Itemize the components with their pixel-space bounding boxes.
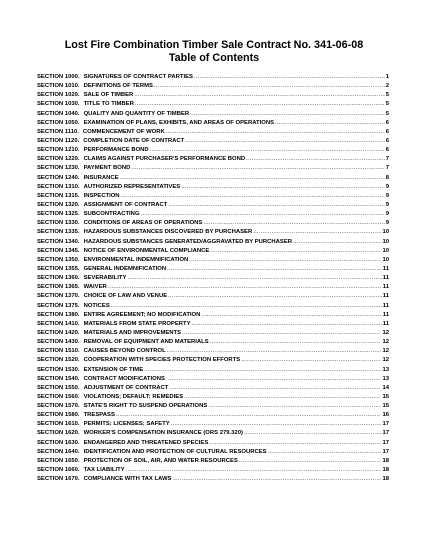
toc-section-title: SALE OF TIMBER (83, 92, 134, 99)
toc-dot-leader (169, 384, 381, 393)
toc-section-title: CHOICE OF LAW AND VENUE (83, 293, 168, 300)
toc-entry[interactable] (37, 457, 389, 466)
toc-dot-leader (244, 429, 381, 438)
toc-section-number: SECTION 1315. (37, 192, 80, 199)
toc-section-title: INSPECTION (83, 192, 120, 199)
toc-section-number: SECTION 1350. (37, 256, 80, 263)
toc-section-title: ADJUSTMENT OF CONTRACT (83, 384, 169, 391)
toc-page-number: 10 (382, 238, 389, 245)
toc-section-title: TAX LIABILITY (83, 467, 125, 474)
toc-section-title: EXTENSION OF TIME (83, 366, 144, 373)
toc-dot-leader (150, 146, 385, 155)
toc-page-number: 12 (382, 357, 389, 364)
toc-dot-leader (154, 82, 385, 91)
toc-dot-leader (167, 347, 382, 356)
toc-section-number: SECTION 1325. (37, 211, 80, 218)
toc-section-number: SECTION 1380. (37, 311, 80, 318)
toc-section-title: REMOVAL OF EQUIPMENT AND MATERIALS (83, 339, 209, 346)
toc-section-number: SECTION 1010. (37, 83, 80, 90)
toc-dot-leader (121, 192, 385, 201)
toc-page-number: 1 (385, 74, 389, 80)
toc-dot-leader (168, 292, 382, 301)
toc-dot-leader (293, 238, 381, 247)
toc-entry[interactable] (37, 110, 389, 119)
toc-section-number: SECTION 1420. (37, 329, 80, 336)
toc-entry[interactable] (37, 347, 389, 356)
toc-dot-leader (181, 183, 385, 192)
toc-section-title: SIGNATURES OF CONTRACT PARTIES (83, 74, 193, 80)
toc-section-number: SECTION 1640. (37, 448, 80, 455)
toc-entry[interactable] (37, 320, 389, 329)
toc-section-title: COMPLIANCE WITH TAX LAWS (83, 476, 172, 483)
toc-section-number: SECTION 1050. (37, 119, 80, 126)
toc-entry[interactable] (37, 274, 389, 283)
toc-dot-leader (184, 393, 381, 402)
toc-page-number: 10 (382, 256, 389, 263)
toc-section-number: SECTION 1355. (37, 265, 80, 272)
toc-section-title: COMMENCEMENT OF WORK (82, 128, 165, 135)
toc-section-title: VIOLATIONS; DEFAULT; REMEDIES (83, 393, 184, 400)
toc-entry[interactable] (37, 201, 389, 210)
toc-dot-leader (246, 155, 385, 164)
toc-page-number: 11 (382, 311, 389, 318)
toc-entry[interactable] (37, 265, 389, 274)
toc-dot-leader (241, 356, 381, 365)
toc-page-number: 12 (382, 329, 389, 336)
toc-section-number: SECTION 1210. (37, 147, 80, 154)
toc-section-title: WAIVER (83, 284, 107, 291)
toc-section-title: QUALITY AND QUANTITY OF TIMBER (83, 110, 190, 117)
toc-entry[interactable] (37, 238, 389, 247)
toc-page-number: 6 (385, 137, 389, 144)
toc-page-number: 11 (382, 265, 389, 272)
toc-dot-leader (166, 375, 382, 384)
toc-section-number: SECTION 1030. (37, 101, 80, 108)
toc-dot-leader (189, 256, 381, 265)
toc-dot-leader (253, 228, 381, 237)
toc-section-title: TRESPASS (83, 412, 115, 419)
toc-dot-leader (127, 274, 381, 283)
toc-page-number: 18 (382, 476, 389, 483)
toc-page-number: 10 (382, 229, 389, 236)
toc-entry[interactable] (37, 247, 389, 256)
toc-dot-leader (171, 420, 382, 429)
toc-entry[interactable] (37, 411, 389, 420)
toc-dot-leader (275, 119, 385, 128)
toc-section-title: GENERAL INDEMNIFICATION (83, 265, 167, 272)
toc-dot-leader (167, 265, 382, 274)
toc-section-title: HAZARDOUS SUBSTANCES DISCOVERED BY PURCHASER (83, 229, 253, 236)
toc-section-title: WORKER'S COMPENSATION INSURANCE (ORS 279.320) (83, 430, 243, 437)
toc-section-number: SECTION 1120. (37, 137, 80, 144)
toc-page-number: 2 (385, 83, 389, 90)
toc-dot-leader (185, 137, 384, 146)
toc-page-number: 15 (382, 403, 389, 410)
toc-dot-leader (268, 448, 382, 457)
toc-section-title: SUBCONTRACTING (83, 211, 140, 218)
toc-page-number: 11 (382, 320, 389, 327)
toc-section-title: SEVERABILITY (83, 275, 127, 282)
toc-section-title: IDENTIFICATION AND PROTECTION OF CULTURAL RESOURCES (83, 448, 267, 455)
toc-section-number: SECTION 1320. (37, 201, 80, 208)
toc-entry[interactable] (37, 283, 389, 292)
toc-section-title: EXAMINATION OF PLANS, EXHIBITS, AND AREAS OF OPERATIONS (83, 119, 275, 126)
toc-entry[interactable] (37, 384, 389, 393)
toc-page-number: 7 (385, 156, 389, 163)
toc-section-number: SECTION 1110. (37, 128, 79, 135)
toc-entry[interactable] (37, 164, 389, 173)
toc-section-number: SECTION 1240. (37, 174, 80, 181)
toc-entry[interactable] (37, 137, 389, 146)
toc-entry[interactable] (37, 192, 389, 201)
toc-section-number: SECTION 1620. (37, 430, 80, 437)
toc-dot-leader (239, 457, 382, 466)
toc-dot-leader (144, 366, 381, 375)
toc-section-number: SECTION 1370. (37, 293, 80, 300)
toc-section-title: NOTICES (83, 302, 110, 309)
toc-dot-leader (209, 439, 381, 448)
toc-page-number: 9 (385, 220, 389, 227)
toc-section-number: SECTION 1310. (37, 183, 80, 190)
toc-page-number: 9 (385, 192, 389, 199)
toc-dot-leader (194, 73, 385, 82)
toc-section-number: SECTION 1630. (37, 439, 80, 446)
toc-entry[interactable] (37, 366, 389, 375)
toc-page-number: 17 (382, 421, 389, 428)
toc-section-title: MATERIALS FROM STATE PROPERTY (83, 320, 191, 327)
toc-section-number: SECTION 1550. (37, 384, 80, 391)
toc-section-title: STATE'S RIGHT TO SUSPEND OPERATIONS (83, 403, 208, 410)
toc-entry[interactable] (37, 228, 389, 237)
toc-dot-leader (192, 320, 382, 329)
toc-section-title: ENTIRE AGREEMENT; NO MODIFICATION (83, 311, 201, 318)
toc-entry[interactable] (37, 174, 389, 183)
toc-dot-leader (201, 311, 381, 320)
toc-dot-leader (116, 411, 382, 420)
toc-section-number: SECTION 1570. (37, 403, 80, 410)
toc-page-number: 11 (382, 284, 389, 291)
toc-page-number: 16 (382, 412, 389, 419)
toc-section-number: SECTION 1345. (37, 247, 80, 254)
toc-page-number: 10 (382, 247, 389, 254)
toc-page-number: 17 (382, 448, 389, 455)
toc-entry[interactable] (37, 82, 389, 91)
toc-dot-leader (108, 283, 382, 292)
toc-page-number: 9 (385, 183, 389, 190)
toc-page-number: 15 (382, 393, 389, 400)
toc-page-number: 6 (385, 119, 389, 126)
toc-entry[interactable] (37, 119, 389, 128)
toc-section-title: PROTECTION OF SOIL, AIR, AND WATER RESOURCES (83, 457, 238, 464)
toc-section-number: SECTION 1520. (37, 357, 80, 364)
toc-section-number: SECTION 1430. (37, 339, 80, 346)
toc-dot-leader (190, 110, 385, 119)
toc-section-number: SECTION 1510. (37, 348, 80, 355)
toc-entry[interactable] (37, 311, 389, 320)
toc-page-number: 9 (385, 201, 389, 208)
toc-entry[interactable] (37, 439, 389, 448)
toc-section-title: TITLE TO TIMBER (83, 101, 134, 108)
toc-section-title: DEFINITIONS OF TERMS (83, 83, 153, 90)
toc-section-title: PAYMENT BOND (83, 165, 131, 172)
toc-entry[interactable] (37, 256, 389, 265)
toc-entry[interactable] (37, 375, 389, 384)
toc-section-title: CONDITIONS OF AREAS OF OPERATIONS (83, 220, 203, 227)
toc-entry[interactable] (37, 475, 389, 484)
toc-section-number: SECTION 1020. (37, 92, 80, 99)
toc-page-number: 6 (385, 147, 389, 154)
toc-entry[interactable] (37, 393, 389, 402)
toc-section-number: SECTION 1375. (37, 302, 80, 309)
toc-entry[interactable] (37, 420, 389, 429)
toc-section-number: SECTION 1335. (37, 229, 80, 236)
toc-section-number: SECTION 1580. (37, 412, 80, 419)
toc-entry[interactable] (37, 329, 389, 338)
toc-section-title: PERMITS; LICENSES; SAFETY (83, 421, 170, 428)
toc-page-number: 5 (385, 110, 389, 117)
toc-entry[interactable] (37, 302, 389, 311)
toc-dot-leader (210, 338, 382, 347)
toc-page-number: 5 (385, 101, 389, 108)
toc-dot-leader (172, 475, 381, 484)
toc-page-number: 13 (382, 375, 389, 382)
toc-entry[interactable] (37, 100, 389, 109)
toc-section-number: SECTION 1360. (37, 275, 80, 282)
toc-dot-leader (131, 164, 384, 173)
toc-page-number: 6 (385, 128, 389, 135)
toc-entry[interactable] (37, 146, 389, 155)
table-of-contents (37, 73, 389, 484)
toc-dot-leader (182, 329, 381, 338)
toc-section-title: ENVIRONMENTAL INDEMNIFICATION (83, 256, 189, 263)
toc-page-number: 12 (382, 339, 389, 346)
toc-entry[interactable] (37, 429, 389, 438)
toc-page-number: 17 (382, 430, 389, 437)
toc-page-number: 7 (385, 165, 389, 172)
toc-page-number: 11 (382, 275, 389, 282)
toc-dot-leader (203, 219, 384, 228)
toc-entry[interactable] (37, 183, 389, 192)
toc-page-number: 8 (385, 174, 389, 181)
toc-entry[interactable] (37, 219, 389, 228)
toc-dot-leader (168, 201, 384, 210)
toc-section-number: SECTION 1365. (37, 284, 80, 291)
toc-section-title: HAZARDOUS SUBSTANCES GENERATED/AGGRAVATED BY PURCHASER (83, 238, 293, 245)
toc-entry[interactable] (37, 155, 389, 164)
toc-section-title: INSURANCE (83, 174, 119, 181)
toc-page-number: 9 (385, 211, 389, 218)
toc-dot-leader (126, 466, 382, 475)
toc-section-title: COMPLETION DATE OF CONTRACT (83, 137, 185, 144)
toc-dot-leader (210, 247, 381, 256)
toc-page-number: 13 (382, 366, 389, 373)
toc-heading: Table of Contents (168, 52, 260, 64)
toc-page-number: 18 (382, 467, 389, 474)
toc-page-number: 17 (382, 439, 389, 446)
toc-entry[interactable] (37, 292, 389, 301)
toc-dot-leader (166, 128, 385, 137)
toc-entry[interactable] (37, 448, 389, 457)
toc-entry[interactable] (37, 356, 389, 365)
toc-section-title: CAUSES BEYOND CONTROL (83, 348, 166, 355)
toc-section-number: SECTION 1040. (37, 110, 80, 117)
toc-section-number: SECTION 1000. (37, 74, 80, 80)
toc-section-number: SECTION 1330. (37, 220, 80, 227)
toc-entry[interactable] (37, 210, 389, 219)
toc-section-title: MATERIALS AND IMPROVEMENTS (83, 329, 182, 336)
toc-section-title: AUTHORIZED REPRESENTATIVES (83, 183, 181, 190)
toc-page-number: 5 (385, 92, 389, 99)
toc-dot-leader (120, 174, 385, 183)
toc-dot-leader (111, 302, 382, 311)
toc-section-title: NOTICE OF ENVIRONMENTAL COMPLIANCE (83, 247, 210, 254)
toc-section-number: SECTION 1650. (37, 457, 80, 464)
toc-page-number: 14 (382, 384, 389, 391)
toc-entry[interactable] (37, 128, 389, 137)
toc-section-number: SECTION 1530. (37, 366, 80, 373)
toc-dot-leader (134, 91, 384, 100)
toc-section-number: SECTION 1340. (37, 238, 80, 245)
toc-section-title: COOPERATION WITH SPECIES PROTECTION EFFORTS (83, 357, 241, 364)
toc-section-number: SECTION 1540. (37, 375, 80, 382)
toc-entry[interactable] (37, 73, 389, 82)
toc-section-title: CONTRACT MODIFICATIONS (83, 375, 165, 382)
toc-section-number: SECTION 1660. (37, 467, 80, 474)
toc-entry[interactable] (37, 338, 389, 347)
toc-section-number: SECTION 1410. (37, 320, 80, 327)
toc-page-number: 11 (382, 293, 389, 300)
toc-section-number: SECTION 1560. (37, 393, 80, 400)
toc-dot-leader (208, 402, 381, 411)
document-title: Lost Fire Combination Timber Sale Contract No. 341-06-08 (64, 39, 364, 51)
toc-page-number: 18 (382, 457, 389, 464)
toc-entry[interactable] (37, 402, 389, 411)
toc-page-number: 12 (382, 348, 389, 355)
toc-section-number: SECTION 1610. (37, 421, 80, 428)
toc-section-number: SECTION 1670. (37, 476, 80, 483)
toc-entry[interactable] (37, 91, 389, 100)
toc-page-number: 11 (382, 302, 389, 309)
toc-section-number: SECTION 1230. (37, 165, 80, 172)
toc-section-title: PERFORMANCE BOND (83, 147, 149, 154)
toc-section-title: ASSIGNMENT OF CONTRACT (83, 201, 168, 208)
toc-dot-leader (135, 100, 385, 109)
toc-section-number: SECTION 1220. (37, 156, 80, 163)
toc-entry[interactable] (37, 466, 389, 475)
toc-section-title: CLAIMS AGAINST PURCHASER'S PERFORMANCE BOND (83, 156, 246, 163)
toc-section-title: ENDANGERED AND THREATENED SPECIES (83, 439, 209, 446)
toc-dot-leader (141, 210, 385, 219)
